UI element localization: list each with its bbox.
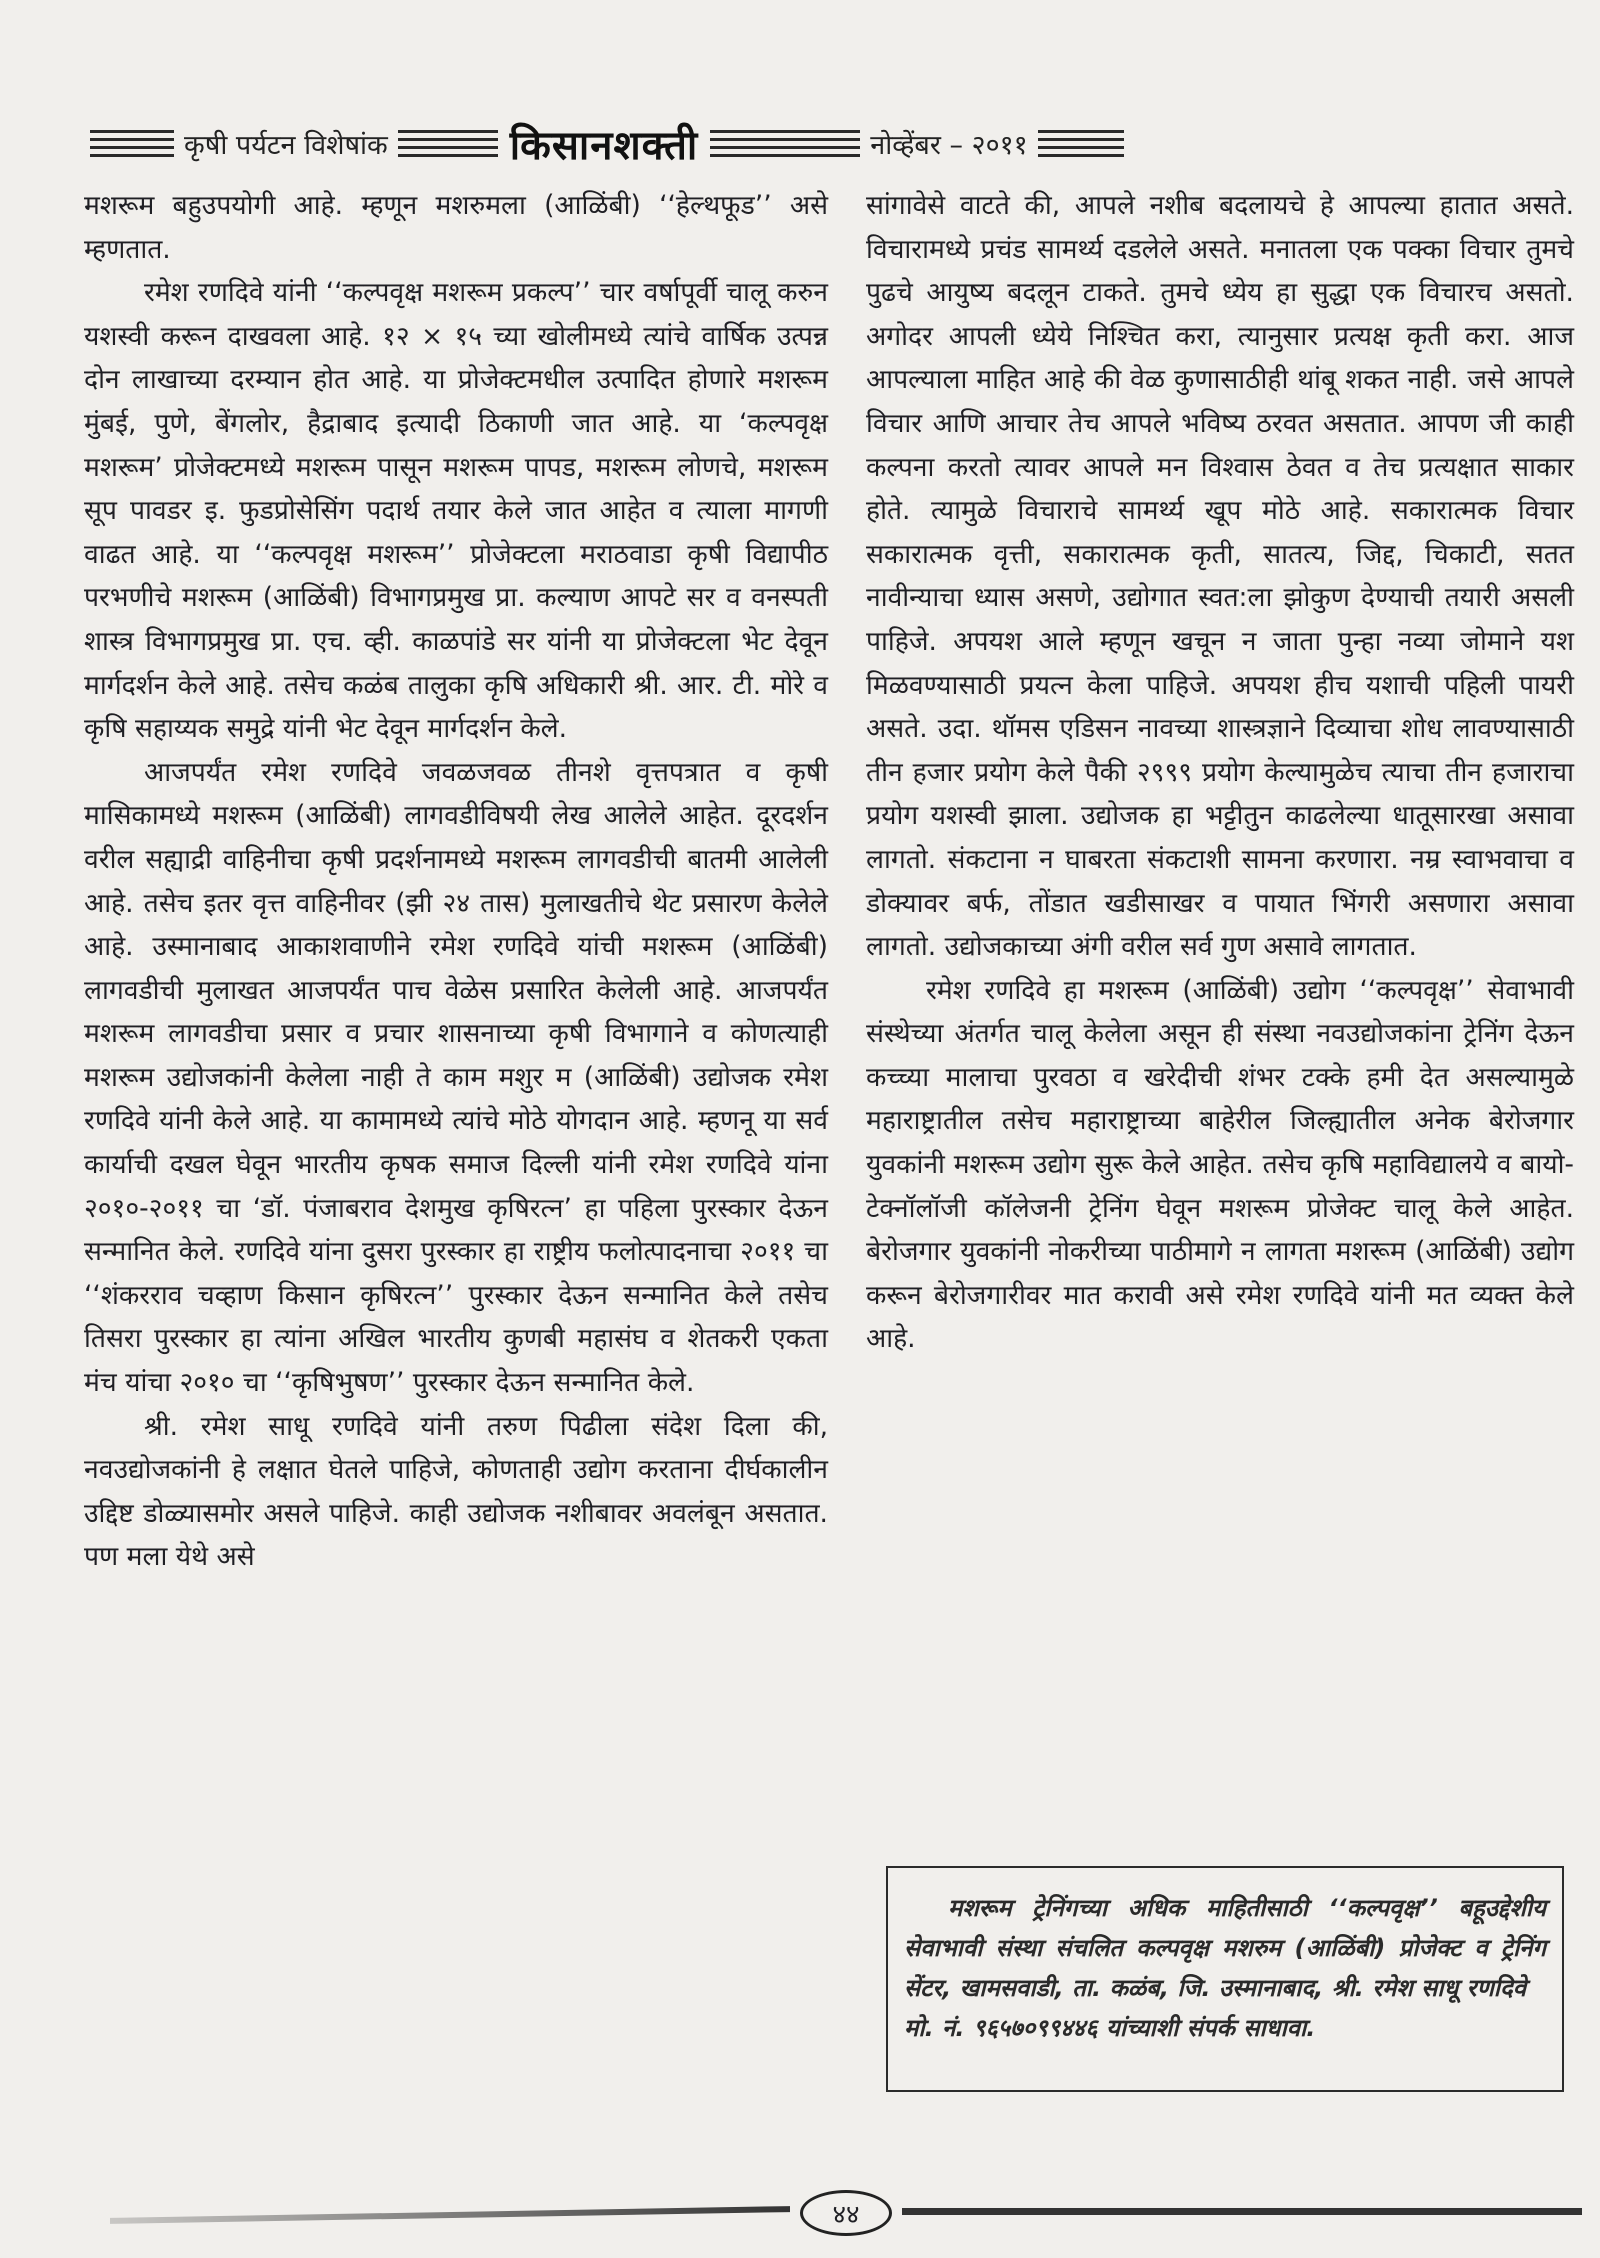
header-rule (710, 126, 860, 160)
paragraph: रमेश रणदिवे हा मशरूम (आळिंबी) उद्योग ‘‘कल्पवृक्ष’’ सेवाभावी संस्थेच्या अंतर्गत चालू केलेला असून ही संस्था नवउद्योजकांना ट्रेनिंग देऊन कच्च्या मालाचा पुरवठा व खरेदीची शंभर टक्के हमी देत असल्यामुळे महाराष्ट्रातील तसेच महाराष्ट्राच्या बाहेरील जिल्ह्यातील अनेक बेरोजगार युवकांनी मशरूम उद्योग सुरू केले आहेत. तसेच कृषि महाविद्यालये व बायो-टेक्नॉलॉजी कॉलेजनी ट्रेनिंग घेवून मशरूम प्रोजेक्ट चालू केले आहेत. बेरोजगार युवकांनी नोकरीच्या पाठीमागे न लागता मशरूम (आळिंबी) उद्योग करून बेरोजगारीवर मात करावी असे रमेश रणदिवे यांनी मत व्यक्त केले आहे. (866, 974, 1574, 1355)
paragraph: मशरूम बहुउपयोगी आहे. म्हणून मशरुमला (आळिंबी) ‘‘हेल्थफूड’’ असे म्हणतात. (84, 190, 828, 265)
page-number: ४४ (800, 2190, 892, 2236)
paragraph: रमेश रणदिवे यांनी ‘‘कल्पवृक्ष मशरूम प्रकल्प’’ चार वर्षापूर्वी चालू करुन यशस्वी करून दाखवला आहे. १२ × १५ च्या खोलीमध्ये त्यांचे वार्षिक उत्पन्न दोन लाखाच्या दरम्यान होत आहे. या प्रोजेक्टमधील उत्पादित होणारे मशरूम मुंबई, पुणे, बेंगलोर, हैद्राबाद इत्यादी ठिकाणी जात आहे. या ‘कल्पवृक्ष मशरूम’ प्रोजेक्टमध्ये मशरूम पासून मशरूम पापड, मशरूम लोणचे, मशरूम सूप पावडर इ. फुडप्रोसेसिंग पदार्थ तयार केले जात आहेत व त्याला मागणी वाढत आहे. या ‘‘कल्पवृक्ष मशरूम’’ प्रोजेक्टला मराठवाडा कृषी विद्यापीठ परभणीचे मशरूम (आळिंबी) विभागप्रमुख प्रा. कल्याण आपटे सर व वनस्पती शास्त्र विभागप्रमुख प्रा. एच. व्ही. काळपांडे सर यांनी या प्रोजेक्टला भेट देवून मार्गदर्शन केले आहे. तसेच कळंब तालुका कृषि अधिकारी श्री. आर. टी. मोरे व कृषि सहाय्यक समुद्रे यांनी भेट देवून मार्गदर्शन केले. (84, 277, 828, 745)
contact-info-box (886, 1866, 1564, 2092)
paragraph: आजपर्यंत रमेश रणदिवे जवळजवळ तीनशे वृत्तपत्रात व कृषी मासिकामध्ये मशरूम (आळिंबी) लागवडीविषयी लेख आलेले आहेत. दूरदर्शन वरील सह्याद्री वाहिनीचा कृषी प्रदर्शनामध्ये मशरूम लागवडीची बातमी आलेली आहे. तसेच इतर वृत्त वाहिनीवर (झी २४ तास) मुलाखतीचे थेट प्रसारण केलेले आहे. उस्मानाबाद आकाशवाणीने रमेश रणदिवे यांची मशरूम (आळिंबी) लागवडीची मुलाखत आजपर्यंत पाच वेळेस प्रसारित केलेली आहे. आजपर्यंत मशरूम लागवडीचा प्रसार व प्रचार शासनाच्या कृषी विभागाने व कोणत्याही मशरूम उद्योजकांनी केलेला नाही ते काम मशुर म (आळिंबी) उद्योजक रमेश रणदिवे यांनी केले आहे. या कामामध्ये त्यांचे मोठे योगदान आहे. म्हणनू या सर्व कार्याची दखल घेवून भारतीय कृषक समाज दिल्ली यांनी रमेश रणदिवे यांना २०१०-२०११ चा ‘डॉ. पंजाबराव देशमुख कृषिरत्न’ हा पहिला पुरस्कार देऊन सन्मानित केले. रणदिवे यांना दुसरा पुरस्कार हा राष्ट्रीय फलोत्पादनाचा २०११ चा ‘‘शंकरराव चव्हाण किसान कृषिरत्न’’ पुरस्कार देऊन सन्मानित केले तसेच तिसरा पुरस्कार हा त्यांना अखिल भारतीय कुणबी महासंघ व शेतकरी एकता मंच यांचा २०१० चा ‘‘कृषिभुषण’’ पुरस्कार देऊन सन्मानित केले. (84, 756, 828, 1399)
page-footer (110, 2190, 1580, 2240)
paragraph: सांगावेसे वाटते की, आपले नशीब बदलायचे हे आपल्या हातात असते. विचारामध्ये प्रचंड सामर्थ्य दडलेले असते. मनातला एक पक्का विचार तुमचे पुढचे आयुष्य बदलून टाकते. तुमचे ध्येय हा सुद्धा एक विचारच असतो. अगोदर आपली ध्येये निश्चित करा, त्यानुसार प्रत्यक्ष कृती करा. आज आपल्याला माहित आहे की वेळ कुणासाठीही थांबू शकत नाही. जसे आपले विचार आणि आचार तेच आपले भविष्य ठरवत असतात. आपण जी काही कल्पना करतो त्यावर आपले मन विश्वास ठेवत व तेच प्रत्यक्षात साकार होते. त्यामुळे विचाराचे सामर्थ्य खूप मोठे आहे. सकारात्मक विचार सकारात्मक वृत्ती, सकारात्मक कृती, सातत्य, जिद्द, चिकाटी, सतत नावीन्याचा ध्यास असणे, उद्योगात स्वत:ला झोकुण देण्याची तयारी असली पाहिजे. अपयश आले म्हणून खचून न जाता पुन्हा नव्या जोमाने यश मिळवण्यासाठी प्रयत्न केला पाहिजे. अपयश हीच यशाची पहिली पायरी असते. उदा. थॉमस एडिसन नावच्या शास्त्रज्ञाने दिव्याचा शोध लावण्यासाठी तीन हजार प्रयोग केले पैकी २९९९ प्रयोग केल्यामुळेच त्याचा तीन हजाराचा प्रयोग यशस्वी झाला. उद्योजक हा भट्टीतुन काढलेल्या धातूसारखा असावा लागतो. संकटाना न घाबरता संकटाशी सामना करणारा. नम्र स्वाभवाचा व डोक्यावर बर्फ, तोंडात खडीसाखर व पायात भिंगरी असणारा असावा लागतो. उद्योजकाच्या अंगी वरील सर्व गुण असावे लागतात. (866, 190, 1574, 963)
page-header (90, 118, 1570, 168)
paragraph: श्री. रमेश साधू रणदिवे यांनी तरुण पिढीला संदेश दिला की, नवउद्योजकांनी हे लक्षात घेतले पाहिजे, कोणताही उद्योग करताना दीर्घकालीन उद्दिष्ट डोळ्यासमोर असले पाहिजे. काही उद्योजक नशीबावर अवलंबून असतात. पण मला येथे असे (84, 1410, 828, 1573)
issue-date: नोव्हेंबर – २०११ (870, 129, 1028, 161)
section-label: कृषी पर्यटन विशेषांक (184, 129, 388, 161)
header-rule-right (1038, 126, 1124, 160)
header-rule (398, 126, 498, 160)
info-box-text: मशरूम ट्रेनिंगच्या अधिक माहितीसाठी ‘‘कल्पवृक्ष’’ बहूउद्देशीय सेवाभावी संस्था संचलित कल्पवृक्ष मशरुम (आळिंबी) प्रोजेक्ट व ट्रेनिंग सेंटर, खामसवाडी, ता. कळंब, जि. उस्मानाबाद, श्री. रमेश साधू रणदिवे (904, 1894, 1546, 2002)
info-box-phone: मो. नं. ९६५७०९९४४६ यांच्याशी संपर्क साधावा. (904, 2014, 1316, 2042)
footer-rule-left (110, 2206, 790, 2224)
left-column (84, 184, 828, 1579)
footer-rule-right (902, 2208, 1582, 2215)
header-rule-left (90, 126, 174, 160)
right-column (866, 184, 1574, 1361)
magazine-title: किसानशक्ती (509, 122, 699, 169)
